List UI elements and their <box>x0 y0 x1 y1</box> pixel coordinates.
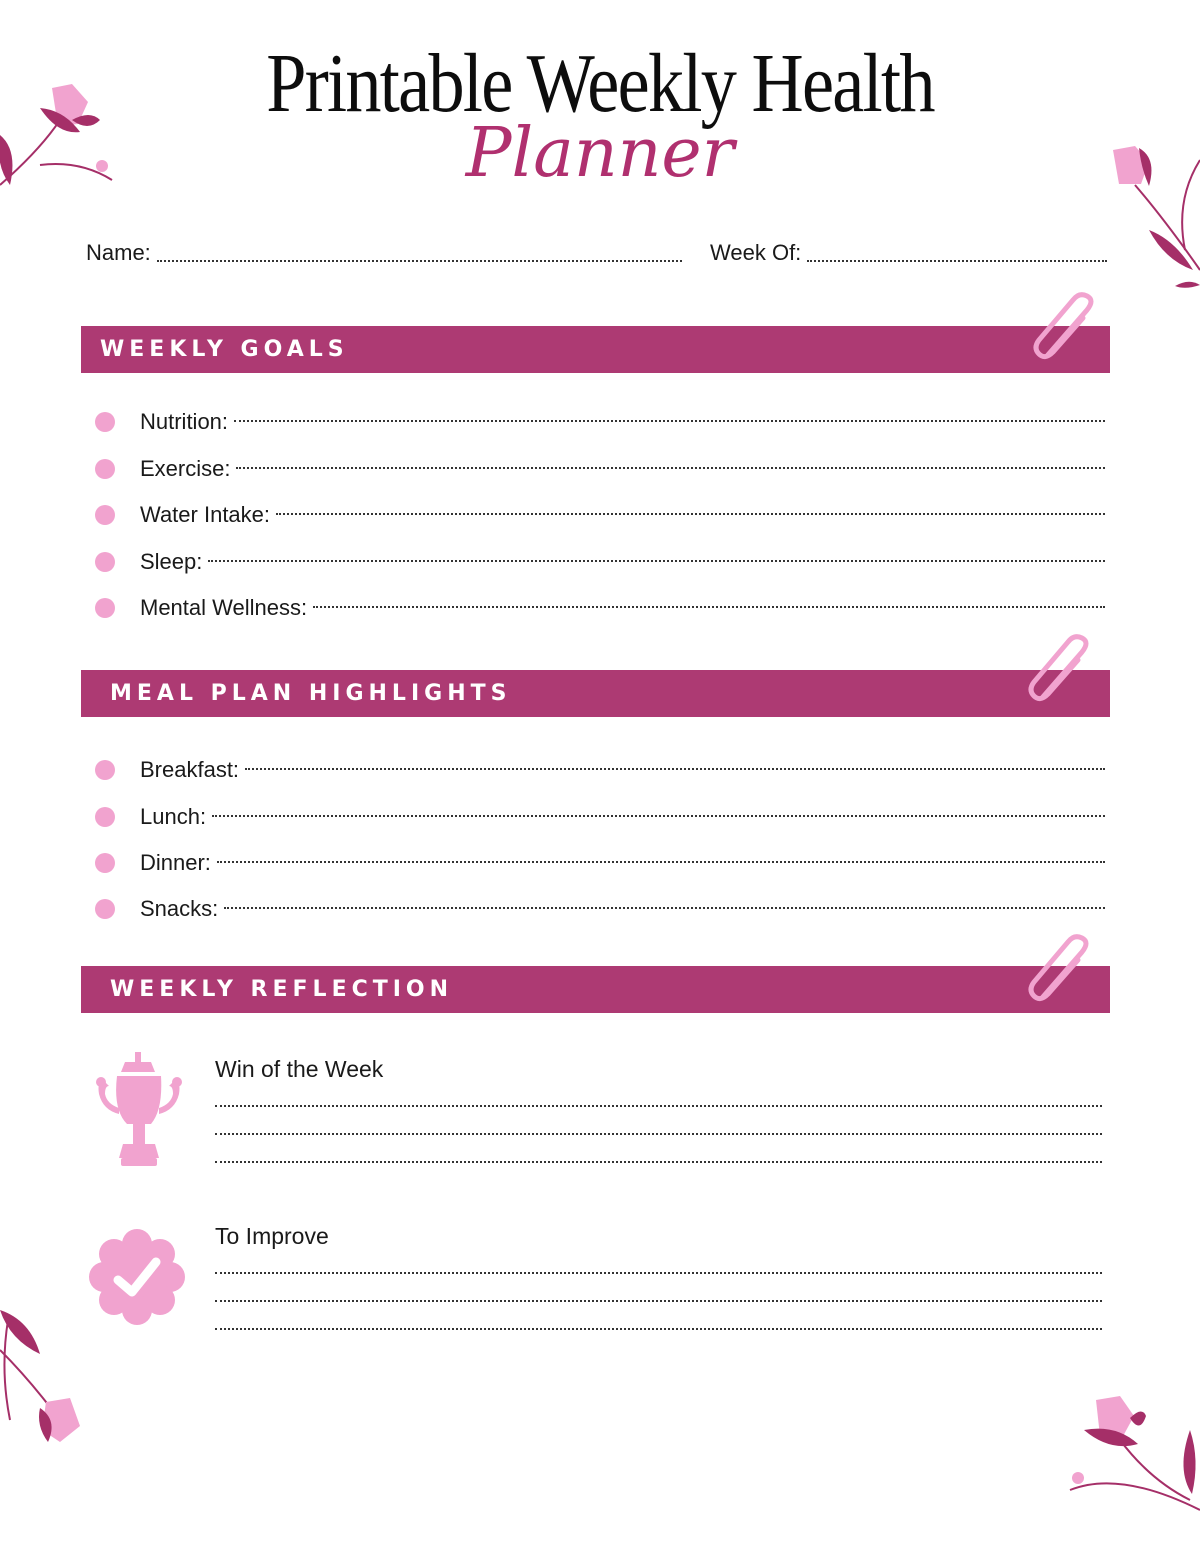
meal-label: Dinner: <box>140 850 211 875</box>
goal-dotted-line <box>276 512 1105 515</box>
goal-item[interactable] <box>95 500 1105 530</box>
paperclip-icon <box>1025 290 1105 370</box>
paperclip-icon <box>1020 632 1100 712</box>
paperclip-icon <box>1020 932 1100 1012</box>
name-field[interactable] <box>86 240 682 266</box>
meal-label: Snacks: <box>140 896 219 921</box>
meal-item[interactable] <box>95 802 1105 832</box>
bullet-dot <box>95 598 115 618</box>
meal-item[interactable] <box>95 848 1105 878</box>
goal-item[interactable] <box>95 547 1105 577</box>
weekly-reflection-title: WEEKLY REFLECTION <box>110 977 454 1002</box>
page-title: Printable Weekly Health <box>266 37 934 130</box>
week-field[interactable] <box>710 240 1107 266</box>
flower-bottom-right-icon <box>1060 1390 1200 1520</box>
meal-item[interactable] <box>95 894 1105 924</box>
flower-bottom-left-icon <box>0 1290 90 1450</box>
weekly-reflection-header <box>81 966 1110 1013</box>
week-label: Week Of: <box>710 240 802 265</box>
goal-dotted-line <box>208 559 1105 562</box>
goal-dotted-line <box>236 466 1105 469</box>
meal-item[interactable] <box>95 755 1105 785</box>
bullet-dot <box>95 853 115 873</box>
meal-label: Lunch: <box>140 804 207 829</box>
name-label: Name: <box>86 240 151 265</box>
goal-label: Water Intake: <box>140 502 271 527</box>
goal-item[interactable] <box>95 454 1105 484</box>
bullet-dot <box>95 412 115 432</box>
improve-line[interactable] <box>215 1272 1102 1274</box>
goal-item[interactable] <box>95 407 1105 437</box>
goal-label: Mental Wellness: <box>140 595 308 620</box>
meal-dotted-line <box>245 767 1105 770</box>
name-dotted-line <box>157 259 682 262</box>
goal-label: Exercise: <box>140 456 231 481</box>
meal-dotted-line <box>224 906 1105 909</box>
goal-dotted-line <box>234 419 1105 422</box>
weekly-goals-title: WEEKLY GOALS <box>100 337 349 362</box>
bullet-dot <box>95 899 115 919</box>
improve-line[interactable] <box>215 1328 1102 1330</box>
meal-dotted-line <box>217 860 1105 863</box>
to-improve-label: To Improve <box>215 1223 329 1249</box>
goal-dotted-line <box>313 605 1105 608</box>
week-dotted-line <box>807 259 1107 262</box>
win-of-week-label: Win of the Week <box>215 1056 384 1082</box>
goal-item[interactable] <box>95 593 1105 623</box>
goal-label: Sleep: <box>140 549 203 574</box>
meal-label: Breakfast: <box>140 757 240 782</box>
win-line[interactable] <box>215 1161 1102 1163</box>
win-line[interactable] <box>215 1133 1102 1135</box>
meal-plan-header <box>81 670 1110 717</box>
meal-plan-title: MEAL PLAN HIGHLIGHTS <box>110 681 512 706</box>
bullet-dot <box>95 505 115 525</box>
weekly-goals-header <box>81 326 1110 373</box>
bullet-dot <box>95 760 115 780</box>
bullet-dot <box>95 552 115 572</box>
bullet-dot <box>95 459 115 479</box>
page-subtitle: Planner <box>465 114 735 193</box>
goal-label: Nutrition: <box>140 409 229 434</box>
trophy-icon <box>95 1050 183 1170</box>
win-line[interactable] <box>215 1105 1102 1107</box>
verified-badge-icon <box>88 1228 186 1326</box>
meal-dotted-line <box>212 814 1105 817</box>
bullet-dot <box>95 807 115 827</box>
improve-line[interactable] <box>215 1300 1102 1302</box>
